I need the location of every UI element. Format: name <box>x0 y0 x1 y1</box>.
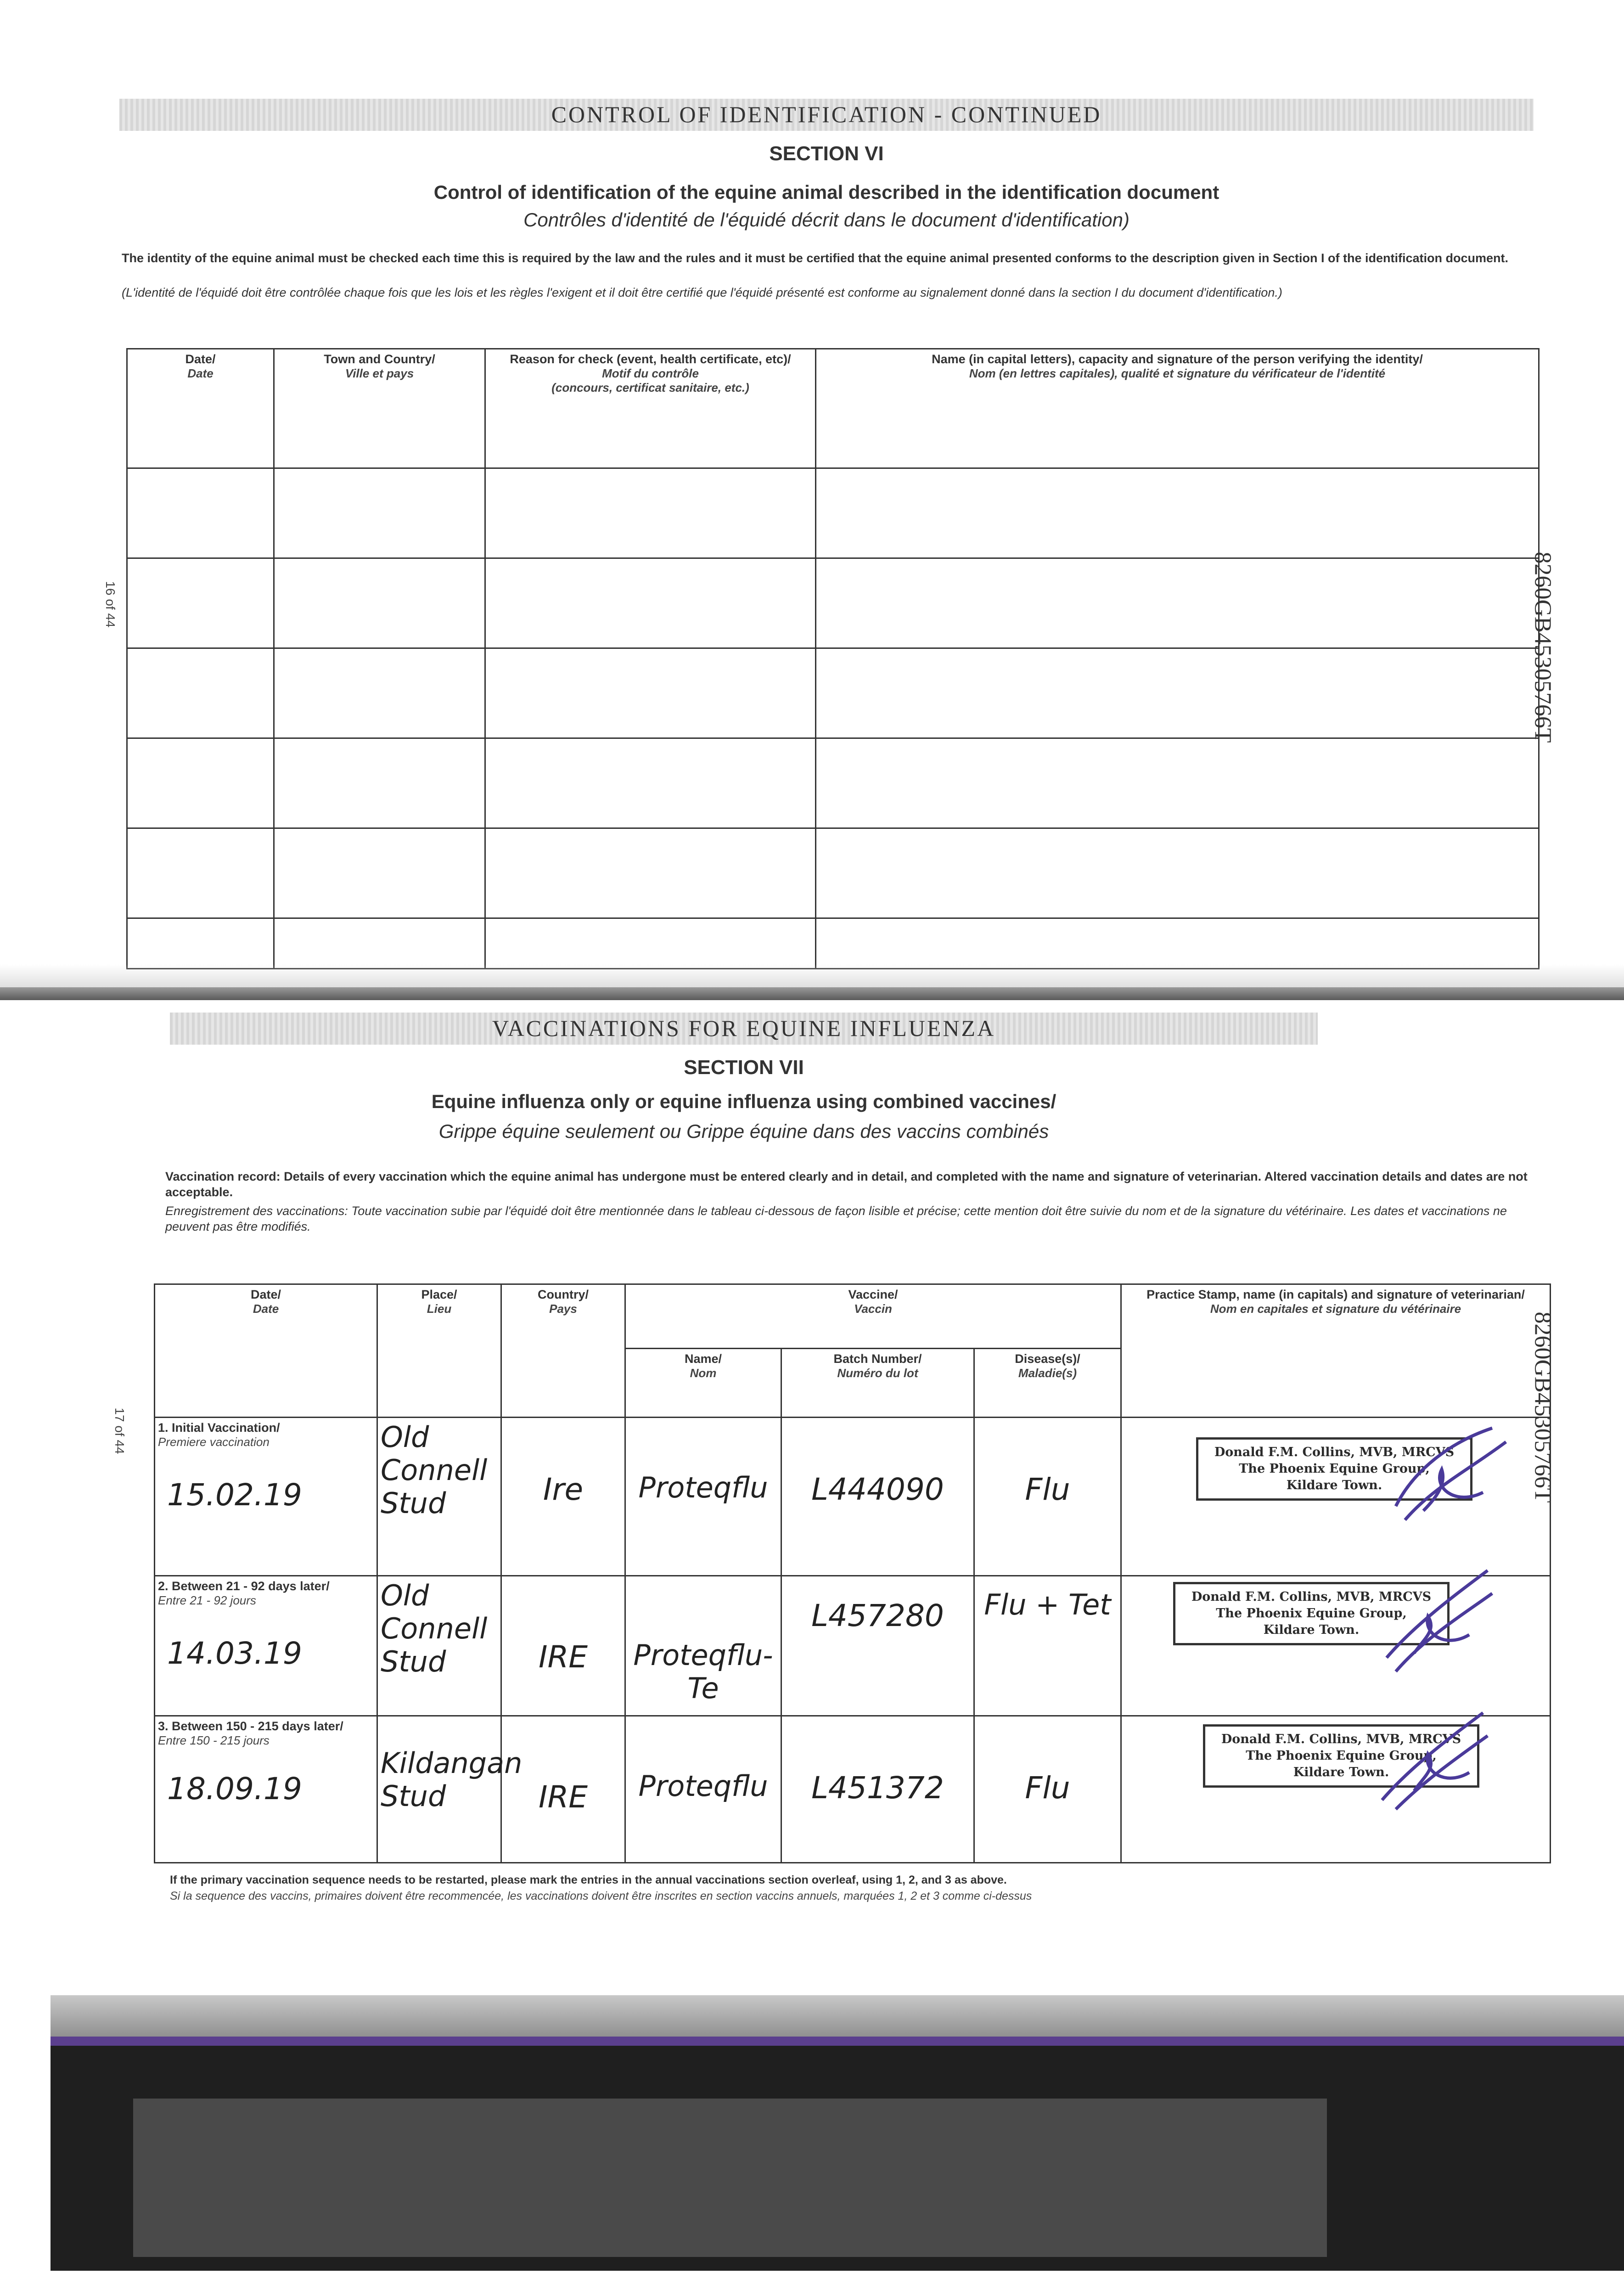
section6-banner-title: CONTROL OF IDENTIFICATION - CONTINUED <box>551 101 1102 127</box>
section6-note-fr: (L'identité de l'équidé doit être contrôlée chaque fois que les lois et les règles l'exigent et il doit être certifié que l'équidé présenté est conforme au signalement donné dans la section I du document d'identification.) <box>122 286 1282 299</box>
vaccination-country-cell: IRE <box>501 1716 625 1863</box>
col-practice-stamp: Practice Stamp, name (in capitals) and signature of veterinarian/ Nom en capitales et signature du vétérinaire <box>1121 1284 1551 1418</box>
table-row <box>127 558 1539 648</box>
identity-check-table <box>126 348 1540 969</box>
page-fold-shadow <box>0 987 1624 1000</box>
handwritten-date: 14.03.19 <box>167 1636 302 1671</box>
serial-upper: 8260GB453057​66T <box>1529 551 1556 743</box>
vet-signature-3 <box>1368 1699 1497 1818</box>
table-row <box>127 918 1539 969</box>
table-row <box>127 648 1539 738</box>
table-row <box>127 738 1539 828</box>
page-number-lower: 17 of 44 <box>112 1407 127 1454</box>
vaccination-disease-cell: Flu <box>974 1716 1121 1863</box>
vaccination-disease-cell: Flu + Tet <box>974 1576 1121 1716</box>
vaccination-batch-cell: L457280 <box>781 1576 974 1716</box>
section7-note-fr: Enregistrement des vaccinations: Toute vaccination subie par l'équidé doit être mentionnée dans le tableau ci-dessous de façon lisible et précise; cette mention doit être suivie du nom et de la signature du vétérinaire. Les dates et vaccinations ne peuvent pas être modifiés. <box>165 1204 1507 1233</box>
vaccination-date-cell: 2. Between 21 - 92 days later/ Entre 21 - 92 jours 14.03.19 <box>155 1576 377 1716</box>
col-disease: Disease(s)/ Maladie(s) <box>974 1349 1121 1418</box>
restart-note-fr: Si la sequence des vaccins, primaires doivent être recommencée, les vaccinations doivent être inscrites en section vaccins annuels, marquées 1, 2 et 3 comme ci-dessus <box>170 1890 1032 1902</box>
vaccination-disease-cell: Flu <box>974 1418 1121 1576</box>
vet-signature-2 <box>1373 1561 1501 1681</box>
table-row <box>127 828 1539 918</box>
vet-stamp-1: Donald F.M. Collins, MVB, MRCVS The Phoenix Equine Group, Kildare Town. <box>1196 1437 1472 1501</box>
col-batch-number: Batch Number/ Numéro du lot <box>781 1349 974 1418</box>
handwritten-date: 18.09.19 <box>167 1771 302 1806</box>
vaccination-place-cell: Old Connell Stud <box>377 1418 501 1576</box>
vaccination-date-cell: 3. Between 150 - 215 days later/ Entre 150 - 215 jours 18.09.19 <box>155 1716 377 1863</box>
col-town-country: Town and Country/ Ville et pays <box>274 349 485 468</box>
identity-check-header-row <box>127 349 1539 468</box>
vaccination-name-cell: Proteqflu <box>625 1716 781 1863</box>
section6-label: SECTION VI <box>769 142 884 165</box>
scan-edge-purple <box>51 2037 1624 2046</box>
col-vacc-place: Place/ Lieu <box>377 1284 501 1418</box>
col-vaccine-group: Vaccine/ Vaccin <box>625 1284 1121 1349</box>
col-vacc-date: Date/ Date <box>155 1284 377 1418</box>
page-fold-gradient <box>0 964 1624 987</box>
section7-label: SECTION VII <box>684 1056 804 1079</box>
section6-heading: Control of identification of the equine animal described in the identification document <box>433 181 1219 203</box>
vet-stamp-3: Donald F.M. Collins, MVB, MRCVS The Phoenix Equine Group, Kildare Town. <box>1203 1724 1479 1788</box>
vaccination-batch-cell: L444090 <box>781 1418 974 1576</box>
vaccination-place-cell: Kildangan Stud <box>377 1716 501 1863</box>
vaccination-country-cell: Ire <box>501 1418 625 1576</box>
scan-gray-box <box>133 2099 1327 2257</box>
col-verifier: Name (in capital letters), capacity and signature of the person verifying the identity/ Nom (en lettres capitales), qualité et signature du vérificateur de l'identité <box>816 349 1539 468</box>
vaccination-batch-cell: L451372 <box>781 1716 974 1863</box>
section7-heading: Equine influenza only or equine influenza using combined vaccines/ <box>431 1091 1056 1112</box>
scan-edge-band <box>51 1995 1624 2041</box>
vaccination-place-cell: Old Connell Stud <box>377 1576 501 1716</box>
vet-stamp-2: Donald F.M. Collins, MVB, MRCVS The Phoenix Equine Group, Kildare Town. <box>1173 1582 1450 1645</box>
handwritten-date: 15.02.19 <box>167 1477 302 1513</box>
vaccination-country-cell: IRE <box>501 1576 625 1716</box>
table-row <box>127 468 1539 558</box>
vaccination-name-cell: Proteqflu <box>625 1418 781 1576</box>
col-vaccine-name: Name/ Nom <box>625 1349 781 1418</box>
col-reason: Reason for check (event, health certificate, etc)/ Motif du contrôle (concours, certificat sanitaire, etc.) <box>485 349 816 468</box>
section7-heading-fr: Grippe équine seulement ou Grippe équine dans des vaccins combinés <box>438 1120 1049 1142</box>
section7-note: Vaccination record: Details of every vaccination which the equine animal has undergone must be entered clearly and in detail, and completed with the name and signature of veterinarian. Altered vaccination details and dates are not acceptable. <box>165 1170 1528 1199</box>
vaccination-date-cell: 1. Initial Vaccination/ Premiere vaccination 15.02.19 <box>155 1418 377 1576</box>
restart-note: If the primary vaccination sequence needs to be restarted, please mark the entries in the annual vaccinations section overleaf, using 1, 2, and 3 as above. <box>170 1874 1007 1886</box>
section6-note: The identity of the equine animal must be checked each time this is required by the law and the rules and it must be certified that the equine animal presented conforms to the description given in Section I of the identification document. <box>122 251 1509 265</box>
vaccination-header-row-1 <box>155 1284 1551 1349</box>
section7-banner-title: VACCINATIONS FOR EQUINE INFLUENZA <box>492 1015 996 1041</box>
page-number-upper: 16 of 44 <box>103 581 118 628</box>
col-date: Date/ Date <box>127 349 274 468</box>
col-vacc-country: Country/ Pays <box>501 1284 625 1418</box>
section6-heading-fr: Contrôles d'identité de l'équidé décrit dans le document d'identification) <box>523 209 1129 231</box>
vet-signature-1 <box>1377 1414 1515 1534</box>
vaccination-name-cell: Proteqflu-Te <box>625 1576 781 1716</box>
serial-lower: 8260GB453057​66T <box>1529 1311 1556 1503</box>
